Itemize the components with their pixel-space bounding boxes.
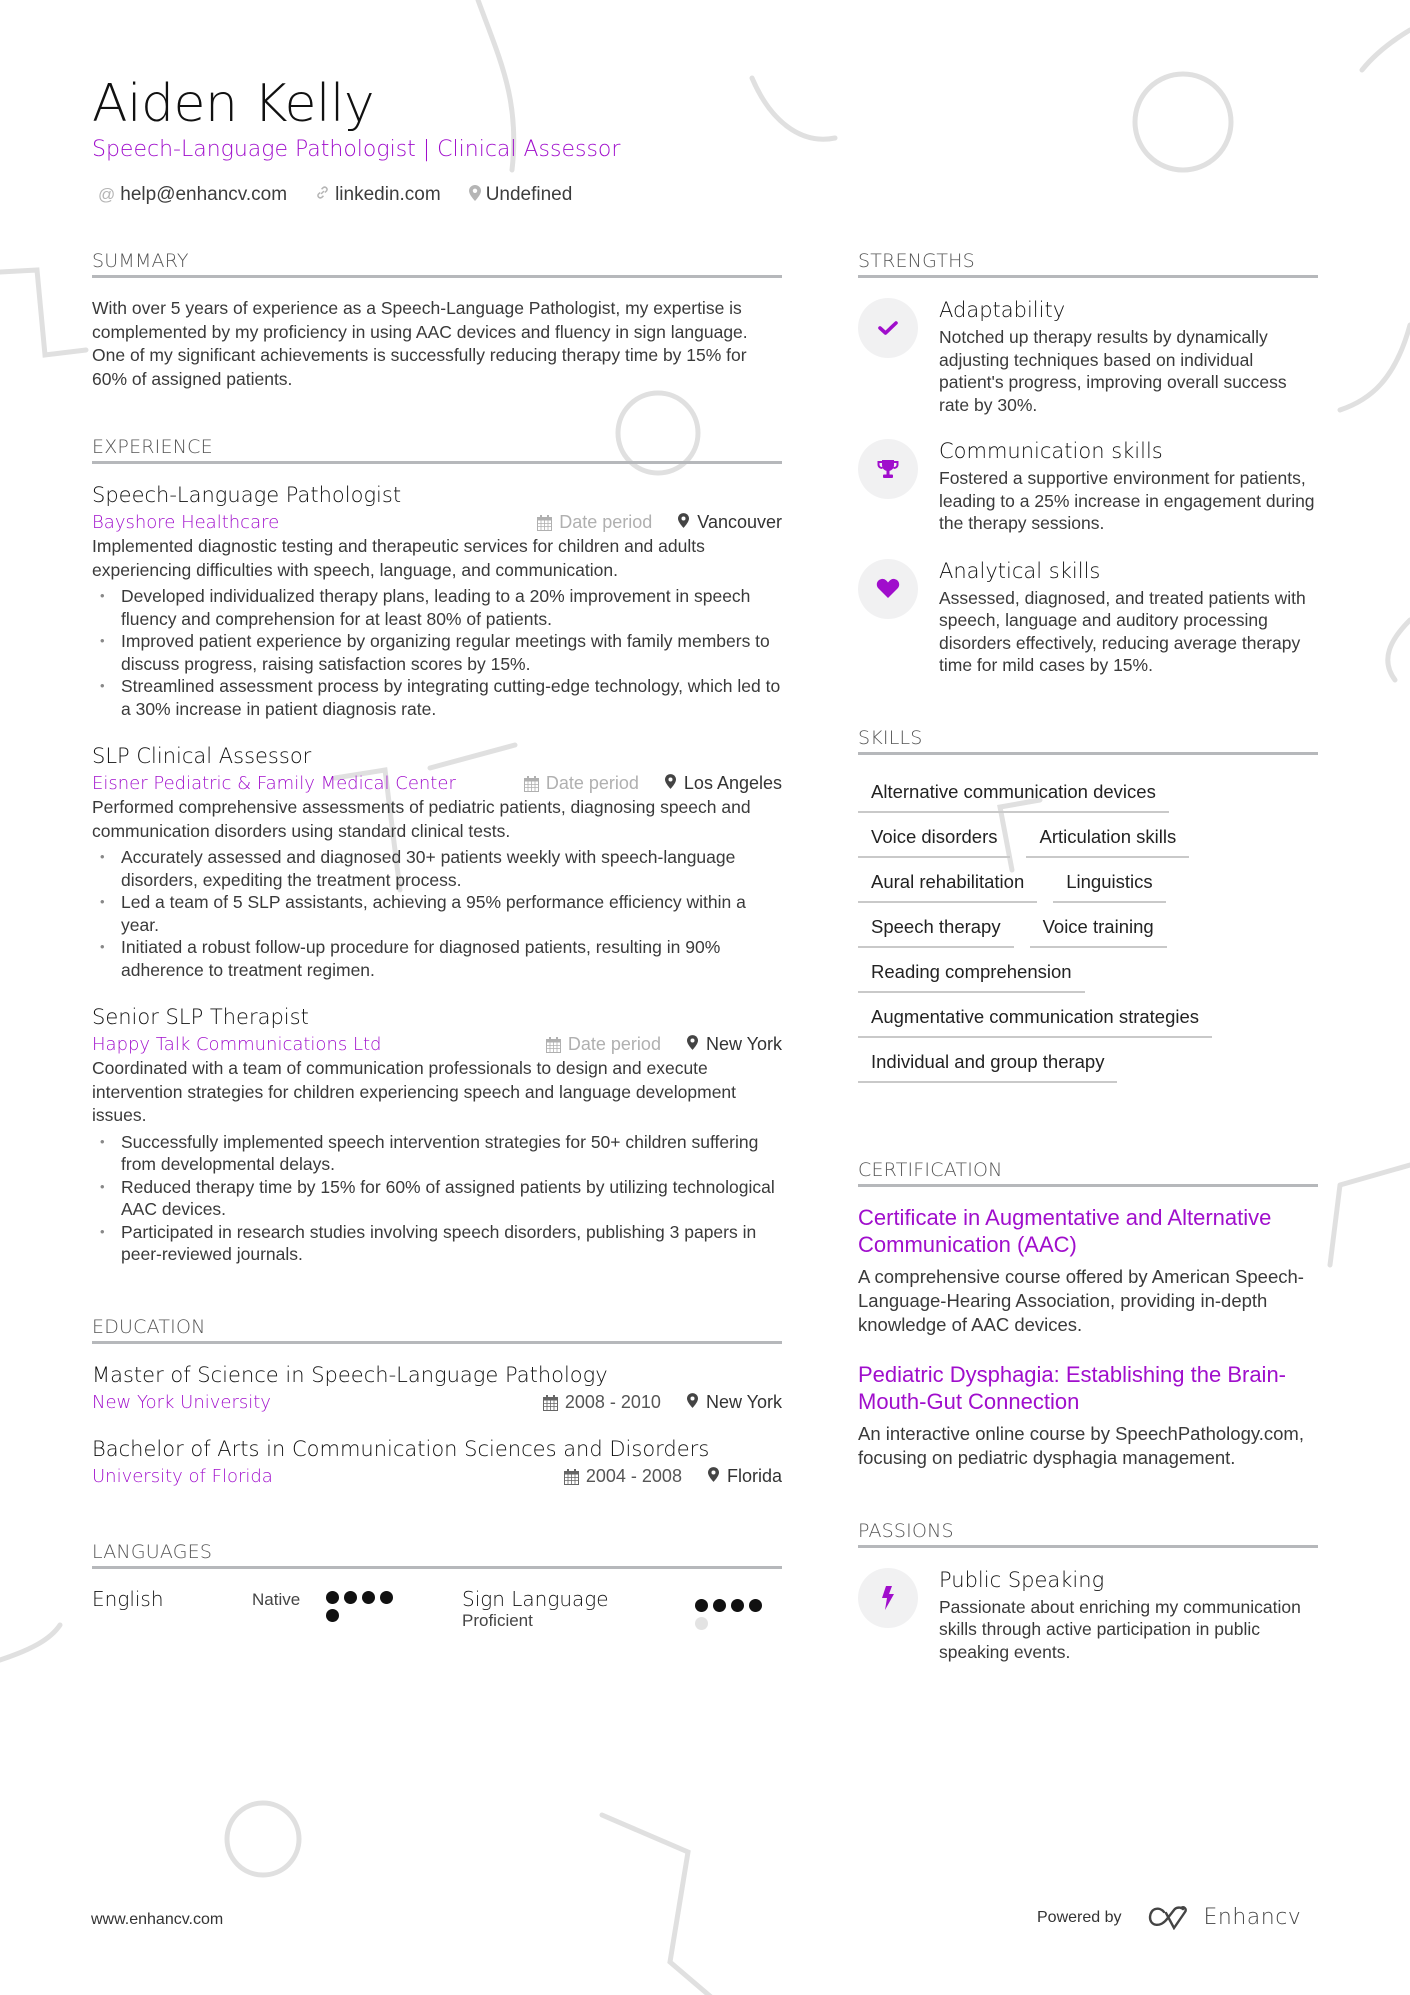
bullet-item: • Accurately assessed and diagnosed 30+ patients weekly with speech-language disorders, expediting the treatment process. xyxy=(121,846,782,891)
proficiency-dots xyxy=(326,1591,412,1627)
education-location: New York xyxy=(687,1392,782,1413)
strength-description: Assessed, diagnosed, and treated patients with speech, language and auditory processing disorders effectively, reducing average therapy time for mild cases by 15%. xyxy=(939,587,1306,675)
contact-row xyxy=(98,184,572,206)
languages-row xyxy=(92,1587,782,1637)
location-pin-icon xyxy=(708,1466,719,1487)
job-description: Performed comprehensive assessments of pediatric patients, diagnosing speech and communication disorders using standard clinical tests. xyxy=(92,797,751,841)
certification-item xyxy=(858,1361,1318,1470)
certification-description: A comprehensive course offered by American Speech-Language-Hearing Association, providing in-depth knowledge of AAC devices. xyxy=(858,1265,1304,1335)
trophy-icon xyxy=(858,439,918,499)
brand-name: Enhancv xyxy=(1203,1905,1302,1930)
calendar-icon xyxy=(524,776,538,791)
strength-item xyxy=(858,298,1318,416)
skill-tag: Articulation skills xyxy=(1026,813,1189,858)
heart-icon xyxy=(858,559,918,619)
strengths-heading: STRENGTHS xyxy=(858,250,1318,278)
certification-description: An interactive online course by SpeechPathology.com, focusing on pediatric dysphagia management. xyxy=(858,1422,1304,1468)
bullet-item: • Initiated a robust follow-up procedure for diagnosed patients, resulting in 90% adherence to treatment regimen. xyxy=(121,936,782,981)
strength-item xyxy=(858,559,1318,677)
education-item xyxy=(92,1363,782,1413)
language-name: Sign Language xyxy=(462,1586,609,1611)
skill-tag: Speech therapy xyxy=(858,903,1014,948)
checkmark-icon xyxy=(858,298,918,358)
certification-title: Certificate in Augmentative and Alternative Communication (AAC) xyxy=(858,1204,1272,1257)
bullet-item: • Reduced therapy time by 15% for 60% of assigned patients by utilizing technological AAC devices. xyxy=(121,1176,782,1221)
certification-item xyxy=(858,1204,1318,1337)
job-bullets xyxy=(92,846,782,981)
bullet-item: • Developed individualized therapy plans, leading to a 20% improvement in speech fluency and comprehension for at least 80% of patients. xyxy=(121,585,782,630)
degree: Bachelor of Arts in Communication Sciences and Disorders xyxy=(92,1436,710,1461)
certification-title: Pediatric Dysphagia: Establishing the Brain-Mouth-Gut Connection xyxy=(858,1361,1287,1414)
lightning-bolt-icon xyxy=(858,1568,918,1628)
certification-heading: CERTIFICATION xyxy=(858,1159,1318,1187)
candidate-name: Aiden Kelly xyxy=(92,74,375,134)
summary-heading: SUMMARY xyxy=(92,250,782,278)
job-date: Date period xyxy=(524,773,639,794)
school-name: New York University xyxy=(92,1391,271,1413)
bullet-item: • Participated in research studies involving speech disorders, publishing 3 papers in peer-reviewed journals. xyxy=(121,1221,782,1266)
job-description: Coordinated with a team of communication professionals to design and execute intervention strategies for children experiencing speech and language development issues. xyxy=(92,1058,737,1125)
experience-item xyxy=(92,744,782,981)
powered-by-label: Powered by xyxy=(1037,1908,1122,1926)
skill-tag: Linguistics xyxy=(1053,858,1165,903)
education-date: 2008 - 2010 xyxy=(543,1392,661,1413)
job-location: Los Angeles xyxy=(665,773,782,794)
strength-title: Analytical skills xyxy=(939,558,1101,583)
school-name: University of Florida xyxy=(92,1465,273,1487)
passion-description: Passionate about enriching my communication skills through active participation in public speaking events. xyxy=(939,1596,1301,1662)
enhancv-logo[interactable] xyxy=(1148,1905,1302,1930)
skill-tag: Voice disorders xyxy=(858,813,1010,858)
certification-section xyxy=(858,1159,1318,1470)
bullet-item: • Led a team of 5 SLP assistants, achieving a 95% performance efficiency within a year. xyxy=(121,891,782,936)
passion-item xyxy=(858,1568,1318,1664)
location-pin-icon xyxy=(469,185,481,206)
calendar-icon xyxy=(546,1037,560,1052)
strength-description: Fostered a supportive environment for patients, leading to a 25% increase in engagement during the therapy sessions. xyxy=(939,468,1315,533)
calendar-icon xyxy=(537,515,551,530)
language-level: Native xyxy=(252,1589,301,1609)
contact-location xyxy=(469,184,573,206)
education-item xyxy=(92,1437,782,1487)
proficiency-dots xyxy=(695,1599,782,1635)
languages-section xyxy=(92,1541,782,1637)
education-location: Florida xyxy=(708,1466,782,1487)
degree: Master of Science in Speech-Language Pathology xyxy=(92,1362,608,1387)
job-title: Senior SLP Therapist xyxy=(92,1005,309,1029)
at-icon: @ xyxy=(98,185,116,204)
passions-section xyxy=(858,1520,1318,1664)
education-section xyxy=(92,1316,782,1487)
experience-item xyxy=(92,1005,782,1266)
company-name: Bayshore Healthcare xyxy=(92,512,280,533)
summary-section xyxy=(92,250,782,391)
languages-heading: LANGUAGES xyxy=(92,1541,782,1569)
job-date: Date period xyxy=(546,1034,661,1055)
calendar-icon xyxy=(564,1469,578,1484)
strength-item xyxy=(858,439,1318,535)
contact-location-label: Undefined xyxy=(485,184,573,205)
contact-linkedin[interactable] xyxy=(315,184,441,206)
location-pin-icon xyxy=(665,773,676,794)
strength-title: Adaptability xyxy=(939,298,1066,322)
passions-heading: PASSIONS xyxy=(858,1520,1318,1548)
job-location: Vancouver xyxy=(678,512,782,533)
location-pin-icon xyxy=(687,1392,698,1413)
strength-description: Notched up therapy results by dynamically adjusting techniques based on individual patient's progress, improving overall success rate by 30%. xyxy=(939,327,1287,415)
skill-tag: Augmentative communication strategies xyxy=(858,993,1212,1038)
skills-section xyxy=(858,727,1318,1083)
language-item xyxy=(462,1587,782,1631)
contact-email[interactable] xyxy=(98,184,287,206)
location-pin-icon xyxy=(687,1034,698,1055)
contact-linkedin-label: linkedin.com xyxy=(335,184,441,205)
skill-tag: Individual and group therapy xyxy=(858,1038,1117,1083)
footer-branding xyxy=(1037,1905,1301,1930)
experience-heading: EXPERIENCE xyxy=(92,436,782,464)
bullet-item: • Improved patient experience by organizing regular meetings with family members to discuss progress, raising satisfaction scores by 15%. xyxy=(121,630,782,675)
skill-tag: Reading comprehension xyxy=(858,948,1085,993)
contact-email-label: help@enhancv.com xyxy=(120,184,288,205)
experience-section xyxy=(92,436,782,1266)
job-bullets xyxy=(92,585,782,720)
company-name: Eisner Pediatric & Family Medical Center xyxy=(92,773,456,794)
education-date: 2004 - 2008 xyxy=(564,1466,682,1487)
skill-tag: Aural rehabilitation xyxy=(858,858,1037,903)
skill-tag: Alternative communication devices xyxy=(858,768,1169,813)
bullet-item: • Streamlined assessment process by integrating cutting-edge technology, which led to a 30% increase in patient diagnosis rate. xyxy=(121,675,782,720)
company-name: Happy Talk Communications Ltd xyxy=(92,1034,382,1055)
link-icon xyxy=(315,185,330,205)
calendar-icon xyxy=(543,1395,557,1410)
job-description: Implemented diagnostic testing and therapeutic services for children and adults experiencing difficulties with speech, language, and communication. xyxy=(92,536,705,580)
job-date: Date period xyxy=(537,512,652,533)
location-pin-icon xyxy=(678,512,689,533)
job-title: Speech-Language Pathologist xyxy=(92,483,402,507)
experience-item xyxy=(92,483,782,720)
enhancv-logo-icon xyxy=(1148,1906,1194,1930)
passion-title: Public Speaking xyxy=(939,1567,1105,1592)
bullet-item: • Successfully implemented speech intervention strategies for 50+ children suffering from developmental delays. xyxy=(121,1131,782,1176)
skill-tag: Voice training xyxy=(1030,903,1167,948)
language-item xyxy=(92,1587,412,1611)
education-heading: EDUCATION xyxy=(92,1316,782,1344)
right-column xyxy=(858,250,1318,1663)
job-bullets xyxy=(92,1131,782,1266)
job-location: New York xyxy=(687,1034,782,1055)
strength-title: Communication skills xyxy=(939,439,1163,463)
job-title: SLP Clinical Assessor xyxy=(92,744,312,768)
summary-text: With over 5 years of experience as a Speech-Language Pathologist, my expertise is complemented by my proficiency in using AAC devices and fluency in sign language. One of my significant achievements is successfully reducing therapy time by 15% for 60% of assigned patients. xyxy=(92,298,748,389)
language-name: English xyxy=(92,1586,164,1611)
candidate-title: Speech-Language Pathologist | Clinical Assessor xyxy=(92,137,621,162)
footer-website-link[interactable]: www.enhancv.com xyxy=(91,1911,224,1928)
language-level: Proficient xyxy=(462,1610,533,1630)
skills-heading: SKILLS xyxy=(858,727,1318,755)
left-column xyxy=(92,250,782,1637)
strengths-section xyxy=(858,250,1318,677)
